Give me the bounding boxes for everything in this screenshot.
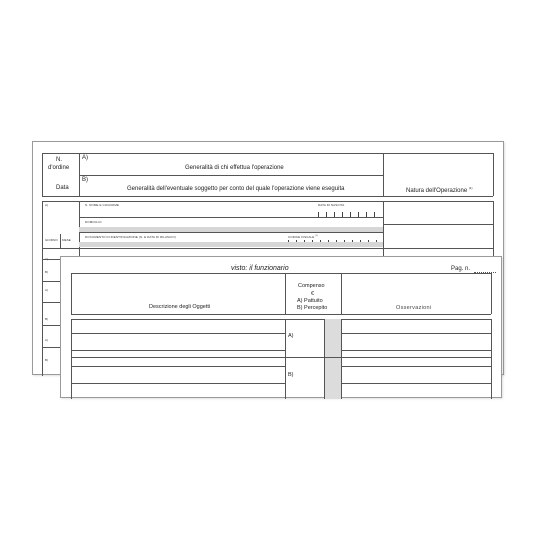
entry-marker-b-4: B) [45,358,49,362]
header-mid-line [79,175,383,176]
entry-marker-a-4: A) [45,338,49,342]
front-header-left-line [71,273,72,314]
nature-label-text: Natura dell'Operazione [406,188,468,194]
compenso-inner-divider [324,319,325,399]
tax-code-label-sup: (1) [315,235,319,237]
entry-marker-a: A) [45,203,49,207]
row-a-marker: A) [82,155,88,161]
front-header-top-line [71,273,491,274]
address-label: DOMICILIO [85,220,102,224]
header-col-divider-2 [383,153,384,196]
row-b-text: Generalità dell'eventuale soggetto per conto del quale l'operazione viene eseguita [127,186,345,192]
front-header-divider-1 [285,273,286,314]
header-right-line [493,153,494,196]
header-bottom-line [42,196,493,197]
front-rows-left-line [71,319,72,399]
front-row-separator [71,357,491,358]
front-row-marker-a: A) [288,333,294,339]
header-left-line [42,153,43,196]
front-rows-right-line [491,319,492,399]
entry-top-line [42,201,493,202]
id-document-label: DOCUMENTO DI IDENTIFICAZIONE (N. E DATA DI RILASCIO) [85,235,176,239]
entry-marker-a-2: A) [45,257,49,261]
description-line-3 [71,366,285,367]
row-a-text: Generalità di chi effettua l'operazione [185,165,284,171]
front-rows-divider-2 [341,319,342,399]
entry-row-1-bottom [42,248,493,249]
nature-row-line-1 [383,224,493,225]
name-field-line [79,217,383,218]
compenso-received: B) Percepito [297,305,328,311]
order-no-label-1: N. [56,157,62,163]
day-label: GIORNO [45,238,58,242]
name-field-label: N. NOME E COGNOME [85,203,120,207]
page-number-label: Pag. n. [451,266,471,272]
tax-code-label-text: CODICE FISCALE [288,235,315,239]
observations-line-1 [341,333,491,334]
observations-line-3 [341,366,491,367]
day-month-divider [60,234,61,248]
front-rows-divider-1 [285,319,286,399]
nature-label [406,186,473,194]
entry-marker-a-3: A) [45,288,49,292]
compenso-shaded-column [324,319,341,399]
header-top-line [42,153,493,154]
birth-date-label: DATA DI NASCITA [318,203,345,207]
observations-line-4 [341,383,491,384]
front-row-marker-b: B) [288,372,294,378]
address-line [79,232,383,233]
official-visa-label: visto: il funzionario [231,265,289,272]
entry-marker-b-3: B) [45,317,49,321]
entry-left-line [42,201,43,376]
observations-header: Osservazioni [396,305,432,311]
front-header-bottom-line [71,314,491,315]
observations-line-2 [341,350,491,351]
month-label: MESE [62,238,71,242]
front-header-right-line [491,273,492,314]
compenso-title: Compenso [298,283,325,289]
description-line-4 [71,383,285,384]
front-form-sheet [60,256,502,398]
description-header: Descrizione degli Oggetti [149,304,211,310]
front-rows-top-line [71,319,491,320]
description-line-1 [71,333,285,334]
compenso-agreed: A) Pattuito [297,298,323,304]
date-label: Data [56,185,69,191]
id-document-shaded-band [79,242,383,247]
description-line-2 [71,350,285,351]
entry-marker-b-2: B) [45,270,49,274]
nature-label-sup: (1) [468,186,473,190]
row-b-marker: B) [82,177,88,183]
front-header-divider-2 [341,273,342,314]
tax-code-label [288,235,318,239]
currency-symbol: € [311,291,315,297]
order-no-label-2: d'ordine [48,165,70,171]
